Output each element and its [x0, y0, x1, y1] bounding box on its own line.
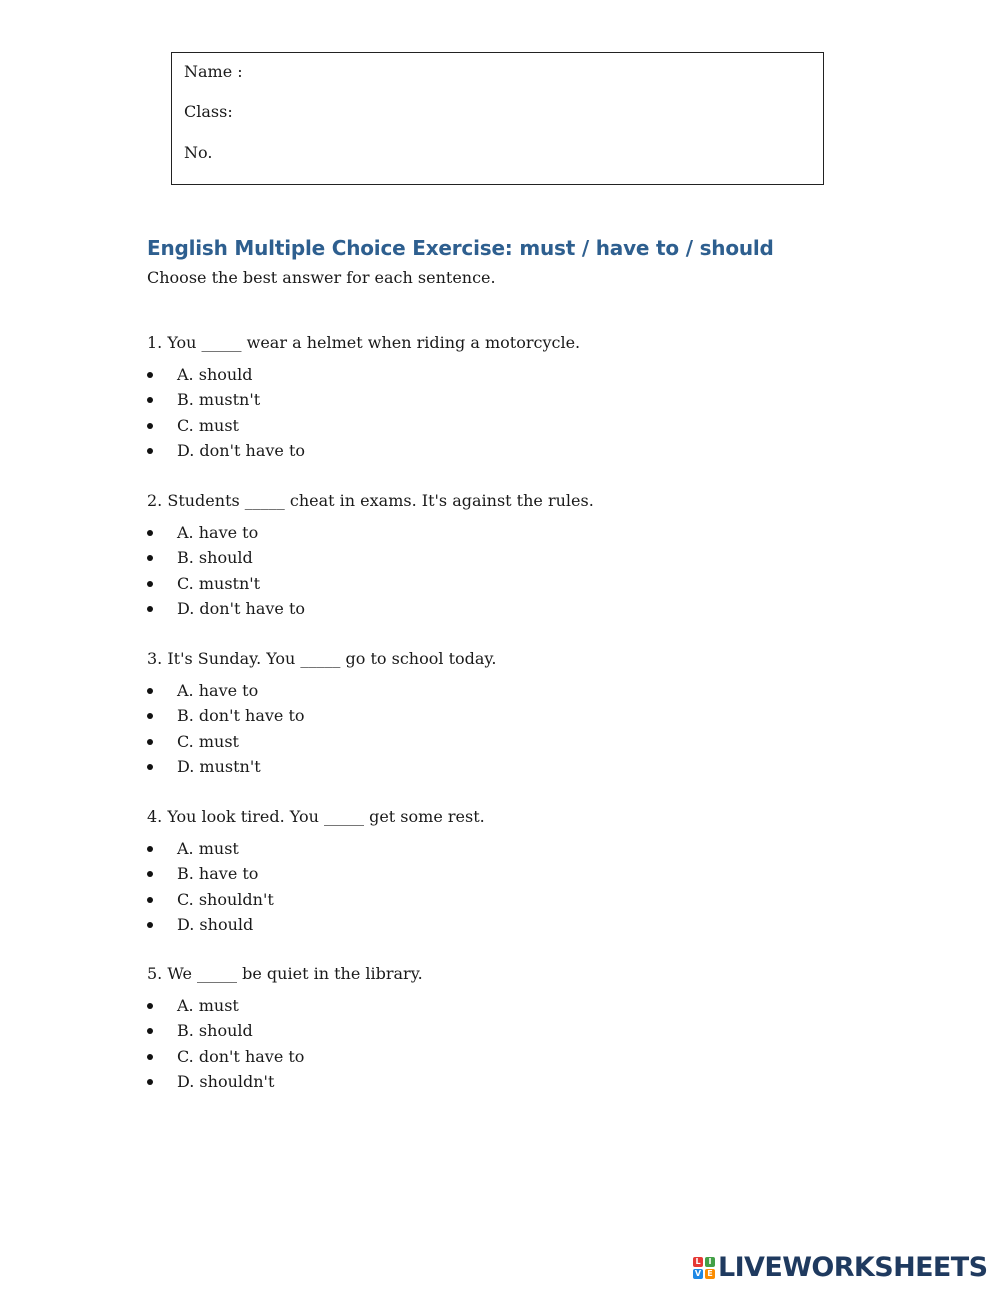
bullet-icon [147, 764, 153, 770]
option-label: C. shouldn't [177, 889, 274, 909]
option-label: B. don't have to [177, 706, 305, 726]
option-b[interactable] [147, 706, 847, 731]
answer-options [147, 681, 847, 782]
option-d[interactable] [147, 599, 847, 624]
bullet-icon [147, 581, 153, 587]
option-label: D. mustn't [177, 756, 261, 776]
option-a[interactable] [147, 839, 847, 864]
option-label: B. should [177, 548, 253, 568]
option-a[interactable] [147, 996, 847, 1021]
option-label: C. must [177, 415, 239, 435]
option-label: A. must [177, 996, 239, 1015]
option-label: D. don't have to [177, 440, 306, 460]
option-c[interactable] [147, 890, 847, 915]
bullet-icon [147, 871, 153, 877]
option-label: A. must [177, 839, 239, 858]
option-c[interactable] [147, 416, 847, 441]
option-b[interactable] [147, 548, 847, 573]
logo-cell-i: I [705, 1257, 715, 1267]
name-label: Name : [184, 62, 243, 81]
option-d[interactable] [147, 915, 847, 940]
bullet-icon [147, 372, 153, 378]
question-text: 1. You _____ wear a helmet when riding a motorcycle. [147, 333, 581, 352]
student-info-box [171, 52, 824, 185]
logo-cell-v: V [694, 1269, 702, 1278]
option-label: A. should [177, 365, 253, 384]
option-label: C. mustn't [177, 573, 261, 593]
answer-options [147, 996, 847, 1097]
option-c[interactable] [147, 732, 847, 757]
question-3 [147, 649, 847, 782]
option-a[interactable] [147, 365, 847, 390]
question-5 [147, 964, 847, 1097]
exercise-instructions: Choose the best answer for each sentence. [147, 268, 496, 287]
question-4 [147, 807, 847, 940]
option-label: D. should [177, 914, 254, 934]
option-d[interactable] [147, 1072, 847, 1097]
bullet-icon [147, 846, 153, 852]
exercise-title: English Multiple Choice Exercise: must / have to / should [147, 236, 774, 260]
class-label: Class: [184, 102, 233, 121]
answer-options [147, 523, 847, 624]
question-2 [147, 491, 847, 624]
bullet-icon [147, 397, 153, 403]
option-label: C. must [177, 731, 239, 751]
option-c[interactable] [147, 1047, 847, 1072]
option-label: A. have to [177, 681, 259, 700]
logo-cell-l: L [693, 1257, 703, 1267]
question-text: 5. We _____ be quiet in the library. [147, 964, 423, 983]
number-label: No. [184, 143, 213, 162]
option-b[interactable] [147, 864, 847, 889]
option-label: D. shouldn't [177, 1071, 275, 1091]
bullet-icon [147, 713, 153, 719]
liveworksheets-logo-text: LIVEWORKSHEETS [718, 1252, 988, 1283]
option-a[interactable] [147, 681, 847, 706]
bullet-icon [147, 1079, 153, 1085]
option-d[interactable] [147, 441, 847, 466]
bullet-icon [147, 555, 153, 561]
bullet-icon [147, 530, 153, 536]
bullet-icon [147, 739, 153, 745]
liveworksheets-logo-icon [693, 1257, 716, 1281]
answer-options [147, 365, 847, 466]
answer-options [147, 839, 847, 940]
option-d[interactable] [147, 757, 847, 782]
bullet-icon [147, 922, 153, 928]
bullet-icon [147, 1054, 153, 1060]
option-label: D. don't have to [177, 598, 306, 618]
question-1 [147, 333, 847, 466]
bullet-icon [147, 1028, 153, 1034]
liveworksheets-logo[interactable] [693, 1254, 989, 1284]
bullet-icon [147, 423, 153, 429]
option-b[interactable] [147, 1021, 847, 1046]
option-label: B. should [177, 1021, 253, 1041]
option-b[interactable] [147, 390, 847, 415]
option-a[interactable] [147, 523, 847, 548]
option-label: C. don't have to [177, 1046, 305, 1066]
question-text: 4. You look tired. You _____ get some rest. [147, 807, 485, 826]
bullet-icon [147, 448, 153, 454]
question-text: 3. It's Sunday. You _____ go to school today. [147, 649, 497, 668]
question-text: 2. Students _____ cheat in exams. It's against the rules. [147, 491, 594, 510]
option-label: A. have to [177, 523, 259, 542]
option-c[interactable] [147, 574, 847, 599]
bullet-icon [147, 606, 153, 612]
option-label: B. have to [177, 864, 259, 884]
option-label: B. mustn't [177, 390, 261, 410]
bullet-icon [147, 688, 153, 694]
logo-cell-e: E [705, 1269, 715, 1279]
bullet-icon [147, 1003, 153, 1009]
bullet-icon [147, 897, 153, 903]
